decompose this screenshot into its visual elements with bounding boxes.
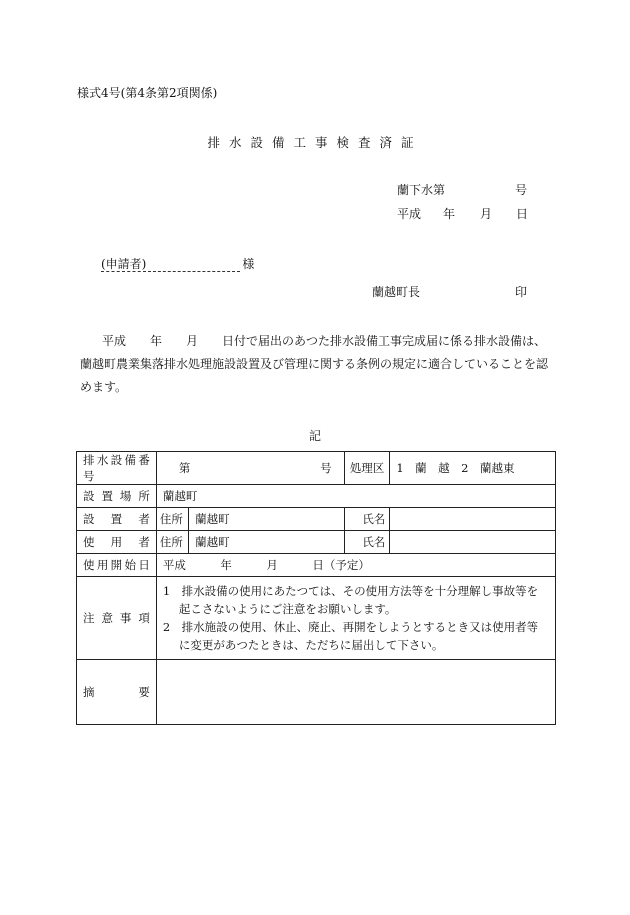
summary-label: 摘要 — [77, 660, 157, 725]
start-date-label: 使用開始日 — [77, 554, 157, 577]
user-name-label: 氏名 — [344, 531, 390, 554]
start-date-value: 平成 年 月 日（予定） — [156, 554, 555, 577]
inspection-table — [76, 451, 556, 725]
table-row — [77, 577, 556, 660]
user-name-value — [390, 531, 556, 554]
document-title: 排水設備工事検査済証 — [207, 135, 423, 150]
table-row — [77, 660, 556, 725]
user-address-value: 蘭越町 — [189, 531, 345, 554]
certification-text: 平成 年 月 日付で届出のあつた排水設備工事完成届に係る排水設備は、蘭越町農業集落排水処理施設設置及び管理に関する条例の規定に適合していることを認めます。 — [80, 334, 549, 394]
issuer-seal: 印 — [515, 285, 528, 299]
applicant-label: (申請者) — [101, 257, 147, 271]
table-row — [77, 508, 556, 531]
table-row — [77, 554, 556, 577]
drain-number-label: 排水設備番号 — [77, 452, 157, 485]
install-location-label: 設置場所 — [77, 485, 157, 508]
area-label: 処理区 — [344, 452, 390, 485]
issue-date — [397, 205, 527, 221]
note-2: 2 排水施設の使用、休止、廃止、再開をしようとするとき又は使用者等に変更があつたときは、ただちに届出して下さい。 — [162, 620, 539, 652]
installer-address-label: 住所 — [156, 508, 188, 531]
installer-name-value — [390, 508, 556, 531]
installer-address-value: 蘭越町 — [189, 508, 345, 531]
install-location-value: 蘭越町 — [156, 485, 555, 508]
ki-heading: 記 — [308, 429, 321, 443]
installer-name-label: 氏名 — [344, 508, 390, 531]
document-number-suffix: 号 — [515, 183, 528, 197]
applicant-line — [101, 255, 254, 272]
issuer-name: 蘭越町長 — [372, 285, 421, 299]
area-value: 1 蘭 越 2 蘭越東 — [390, 452, 556, 485]
issue-date-month: 月 — [480, 207, 493, 221]
user-label: 使用者 — [77, 531, 157, 554]
issue-date-day: 日 — [516, 207, 529, 221]
notes-value — [156, 577, 555, 660]
applicant-name-field[interactable] — [148, 259, 240, 272]
notes-label: 注意事項 — [77, 577, 157, 660]
note-1: 1 排水設備の使用にあたつては、その使用方法等を十分理解し事故等を起こさないようにご注意をお願いします。 — [162, 584, 539, 616]
issue-date-era: 平成 — [397, 207, 422, 221]
drain-number-value: 第 号 — [156, 452, 344, 485]
document-number — [397, 181, 527, 197]
form-number: 様式4号(第4条第2項関係) — [77, 86, 218, 100]
document-number-prefix: 蘭下水第 — [397, 183, 446, 197]
table-row — [77, 485, 556, 508]
applicant-honorific: 様 — [242, 257, 255, 271]
user-address-label: 住所 — [156, 531, 188, 554]
issue-date-year: 年 — [443, 207, 456, 221]
table-row — [77, 531, 556, 554]
summary-value — [156, 660, 555, 725]
table-row — [77, 452, 556, 485]
installer-label: 設置者 — [77, 508, 157, 531]
